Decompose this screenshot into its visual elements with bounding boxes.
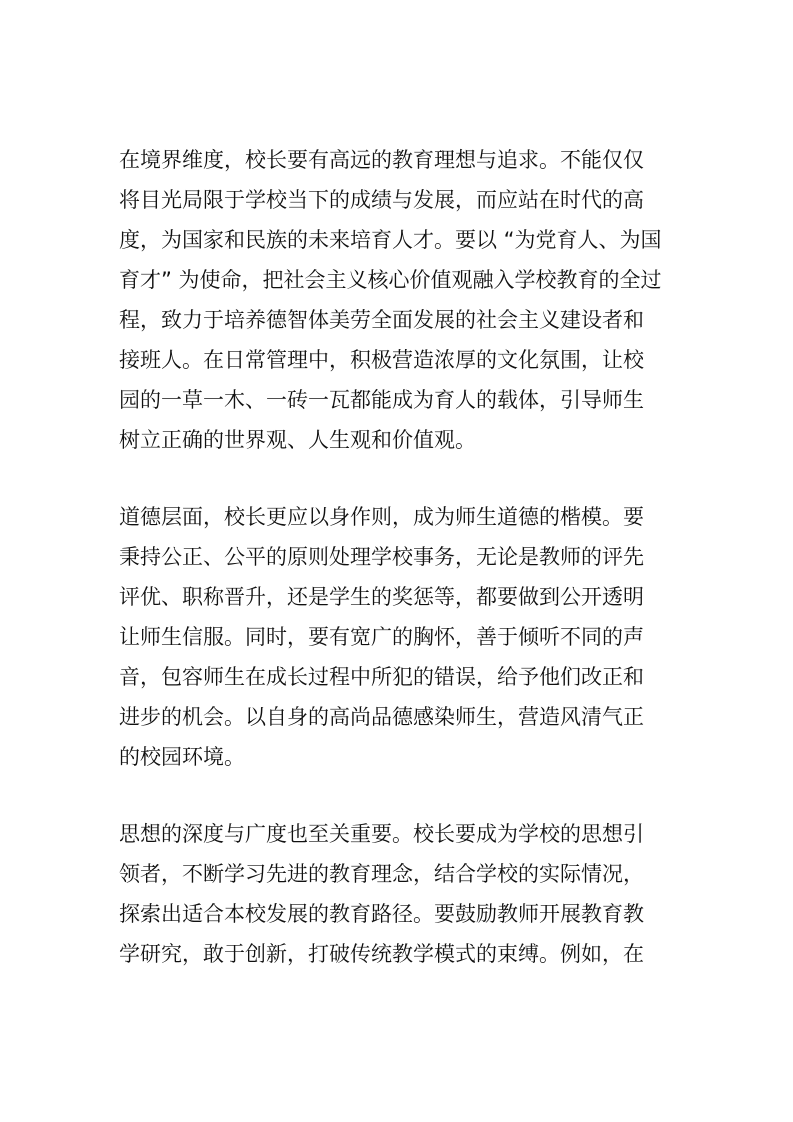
text-line: 领者，不断学习先进的教育理念，结合学校的实际情况， xyxy=(119,862,644,886)
text-line: 在境界维度，校长要有高远的教育理想与追求。不能仅仅 xyxy=(119,148,644,172)
text-line: 探索出适合本校发展的教育路径。要鼓励教师开展教育教 xyxy=(119,902,644,926)
text-line: 让师生信服。同时，要有宽广的胸怀，善于倾听不同的声 xyxy=(119,625,644,649)
text-line: 育才” 为使命，把社会主义核心价值观融入学校教育的全过 xyxy=(119,268,662,292)
text-line: 的校园环境。 xyxy=(119,745,245,769)
text-line: 度，为国家和民族的未来培育人才。要以 “为党育人、为国 xyxy=(119,228,662,252)
text-line: 思想的深度与广度也至关重要。校长要成为学校的思想引 xyxy=(119,822,644,846)
text-line: 程，致力于培养德智体美劳全面发展的社会主义建设者和 xyxy=(119,308,644,332)
text-line: 音，包容师生在成长过程中所犯的错误，给予他们改正和 xyxy=(119,665,644,689)
document-body xyxy=(119,140,677,974)
paragraph-morality xyxy=(119,497,677,777)
text-line: 接班人。在日常管理中，积极营造浓厚的文化氛围，让校 xyxy=(119,348,644,372)
paragraph-thought xyxy=(119,814,677,974)
text-line: 道德层面，校长更应以身作则，成为师生道德的楷模。要 xyxy=(119,505,644,529)
text-line: 评优、职称晋升，还是学生的奖惩等，都要做到公开透明 xyxy=(119,585,644,609)
text-line: 进步的机会。以自身的高尚品德感染师生，营造风清气正 xyxy=(119,705,644,729)
paragraph-realm xyxy=(119,140,677,460)
text-line: 园的一草一木、一砖一瓦都能成为育人的载体，引导师生 xyxy=(119,388,644,412)
text-line: 树立正确的世界观、人生观和价值观。 xyxy=(119,428,476,452)
text-line: 将目光局限于学校当下的成绩与发展，而应站在时代的高 xyxy=(119,188,644,212)
text-line: 学研究，敢于创新，打破传统教学模式的束缚。例如，在 xyxy=(119,942,644,966)
text-line: 秉持公正、公平的原则处理学校事务，无论是教师的评先 xyxy=(119,545,644,569)
